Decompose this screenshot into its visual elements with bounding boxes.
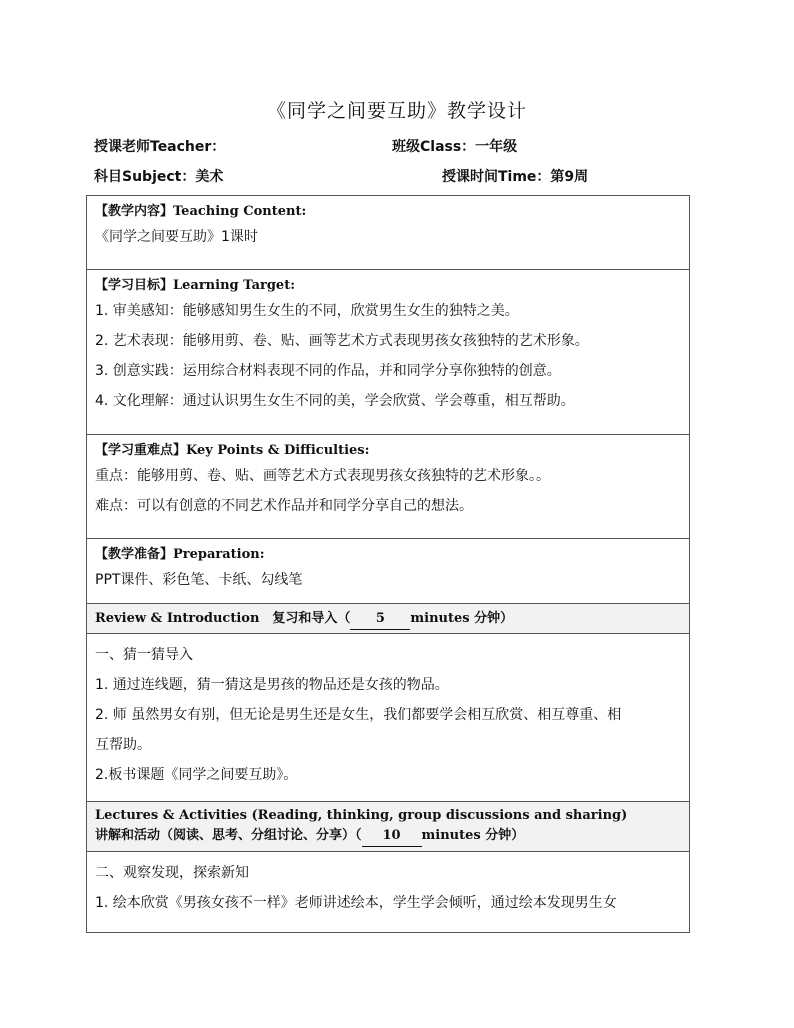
time-label: 授课时间Time：第9周	[442, 169, 589, 185]
section-learning-target	[87, 270, 689, 435]
review-line: 一、猜一猜导入	[95, 647, 193, 663]
review-line: 2. 师 虽然男女有别，但无论是男生还是女生，我们都要学会相互欣赏、相互尊重、相	[95, 707, 622, 723]
section-heading: 【学习重难点】Key Points & Difficulties:	[95, 443, 370, 458]
subject-label: 科目Subject：美术	[94, 169, 224, 185]
lesson-plan-table	[86, 195, 690, 933]
review-heading	[95, 609, 681, 630]
section-preparation	[87, 539, 689, 604]
prep-line: PPT课件、彩色笔、卡纸、勾线笔	[95, 572, 303, 588]
section-key-points	[87, 435, 689, 539]
review-line: 互帮助。	[95, 737, 151, 753]
content-line: 《同学之间要互助》1课时	[95, 229, 258, 245]
lectures-heading-pre: 讲解和活动（阅读、思考、分组讨论、分享）（	[95, 828, 362, 843]
lectures-line: 二、观察发现，探索新知	[95, 865, 249, 881]
document-title: 《同学之间要互助》教学设计	[266, 100, 527, 122]
lectures-heading-post: minutes 分钟）	[421, 828, 525, 843]
section-heading: 【教学内容】Teaching Content:	[95, 204, 307, 219]
section-review-heading	[87, 604, 689, 634]
section-lectures-body	[87, 852, 689, 932]
review-heading-pre: Review & Introduction 复习和导入（	[95, 611, 351, 626]
class-label: 班级Class：一年级	[392, 139, 518, 155]
lectures-heading-en: Lectures & Activities (Reading, thinking, group discussions and sharing)	[95, 808, 628, 823]
target-line: 2. 艺术表现：能够用剪、卷、贴、画等艺术方式表现男孩女孩独特的艺术形象。	[95, 333, 589, 349]
lectures-heading-cn	[95, 826, 681, 847]
section-lectures-heading	[87, 802, 689, 852]
review-minutes: 5	[350, 609, 410, 630]
review-heading-post: minutes 分钟）	[410, 611, 514, 626]
target-line: 1. 审美感知：能够感知男生女生的不同，欣赏男生女生的独特之美。	[95, 303, 519, 319]
lectures-minutes: 10	[362, 826, 422, 847]
review-line: 2.板书课题《同学之间要互助》。	[95, 767, 298, 783]
section-review-body	[87, 634, 689, 802]
keypoint-line: 难点：可以有创意的不同艺术作品并和同学分享自己的想法。	[95, 498, 473, 514]
section-heading: 【学习目标】Learning Target:	[95, 278, 296, 293]
keypoint-line: 重点：能够用剪、卷、贴、画等艺术方式表现男孩女孩独特的艺术形象。。	[95, 468, 550, 484]
target-line: 3. 创意实践：运用综合材料表现不同的作品，并和同学分享你独特的创意。	[95, 363, 561, 379]
section-heading: 【教学准备】Preparation:	[95, 547, 265, 562]
target-line: 4. 文化理解：通过认识男生女生不同的美，学会欣赏、学会尊重，相互帮助。	[95, 393, 575, 409]
lectures-line: 1. 绘本欣赏《男孩女孩不一样》老师讲述绘本，学生学会倾听，通过绘本发现男生女	[95, 895, 617, 911]
review-line: 1. 通过连线题，猜一猜这是男孩的物品还是女孩的物品。	[95, 677, 449, 693]
teacher-label: 授课老师Teacher：	[94, 139, 226, 155]
section-teaching-content	[87, 196, 689, 270]
